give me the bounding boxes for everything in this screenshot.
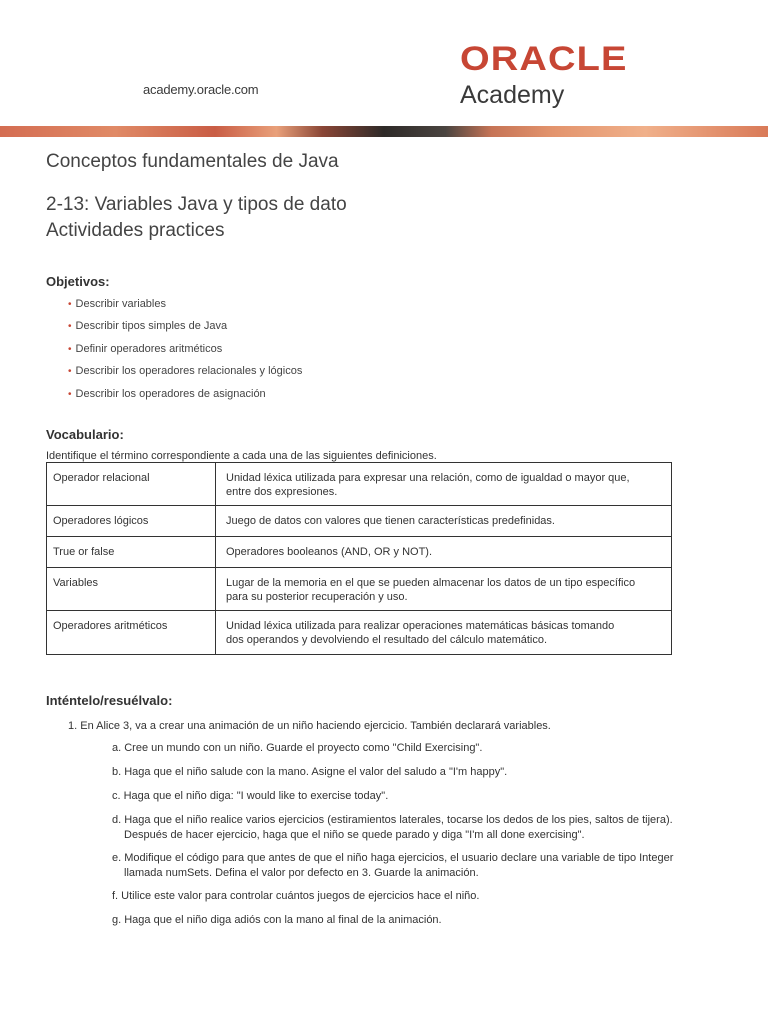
list-item: • Describir tipos simples de Java (68, 320, 228, 333)
term-cell: Operadores aritméticos (47, 610, 216, 654)
list-item: b. Haga que el niño salude con la mano. Asigne el valor del saludo a "I'm happy". (112, 765, 508, 778)
exercise-steps (112, 741, 726, 937)
table-row (47, 567, 672, 610)
objectives-heading: Objetivos: (46, 274, 110, 289)
bullet-icon: • (68, 366, 72, 378)
vocabulary-table (46, 462, 672, 655)
vocabulary-heading: Vocabulario: (46, 426, 124, 442)
term-cell: Operadores lógicos (47, 505, 216, 536)
list-item: c. Haga que el niño diga: "I would like to exercise today". (112, 789, 389, 802)
logo-sub: Academy (460, 81, 565, 109)
objectives-list (68, 297, 726, 409)
table-row (47, 610, 672, 654)
document-title: Conceptos fundamentales de Java (46, 151, 339, 172)
list-item: • Describir los operadores relacionales y lógicos (68, 365, 303, 378)
definition-cell: Operadores booleanos (AND, OR y NOT). (216, 536, 672, 567)
page-header (0, 0, 768, 126)
list-item: d. Haga que el niño realice varios ejercicios (estiramientos laterales, tocarse los dedos de los pies, saltos de tijera). Después de hacer ejercicio, haga que el niño se quede parado y diga "I'm all done exercising". (112, 813, 673, 841)
exercise-intro: 1. En Alice 3, va a crear una animación de un niño haciendo ejercicio. También declarará variables. (68, 719, 551, 732)
term-cell: Operador relacional (47, 462, 216, 505)
list-item: f. Utilice este valor para controlar cuántos juegos de ejercicios hace el niño. (112, 889, 480, 902)
lesson-title: 2-13: Variables Java y tipos de dato (46, 194, 347, 215)
exercise-heading: Inténtelo/resuélvalo: (46, 692, 173, 708)
list-item: g. Haga que el niño diga adiós con la mano al final de la animación. (112, 913, 442, 926)
site-url[interactable]: academy.oracle.com (143, 82, 259, 97)
definition-cell: Juego de datos con valores que tienen características predefinidas. (216, 505, 672, 536)
bullet-icon: • (68, 388, 72, 400)
bullet-icon: • (68, 321, 72, 333)
definition-cell: Unidad léxica utilizada para realizar operaciones matemáticas básicas tomando dos operandos y devolviendo el resultado del cálculo matemático. (216, 610, 672, 654)
definition-cell: Lugar de la memoria en el que se pueden almacenar los datos de un tipo específico para su posterior recuperación y uso. (216, 567, 672, 610)
term-cell: Variables (47, 567, 216, 610)
decorative-banner (0, 126, 768, 137)
bullet-icon: • (68, 343, 72, 355)
list-item: e. Modifique el código para que antes de que el niño haga ejercicios, el usuario declare una variable de tipo Integer llamada numSets. Defina el valor por defecto en 3. Guarde la animación. (112, 851, 674, 879)
table-row (47, 462, 672, 505)
definition-cell: Unidad léxica utilizada para expresar una relación, como de igualdad o mayor que, entre dos expresiones. (216, 462, 672, 505)
table-row (47, 536, 672, 567)
vocabulary-intro: Identifique el término correspondiente a cada una de las siguientes definiciones. (46, 449, 437, 462)
list-item: • Definir operadores aritméticos (68, 342, 223, 355)
list-item: • Describir los operadores de asignación (68, 387, 266, 400)
list-item: a. Cree un mundo con un niño. Guarde el proyecto como "Child Exercising". (112, 741, 483, 754)
table-row (47, 505, 672, 536)
bullet-icon: • (68, 299, 72, 310)
lesson-subtitle: Actividades practices (46, 220, 225, 241)
term-cell: True or false (47, 536, 216, 567)
document-body (46, 150, 726, 937)
oracle-academy-logo (460, 40, 628, 109)
logo-brand: ORACLE (460, 40, 628, 78)
list-item: • Describir variables (68, 298, 166, 310)
